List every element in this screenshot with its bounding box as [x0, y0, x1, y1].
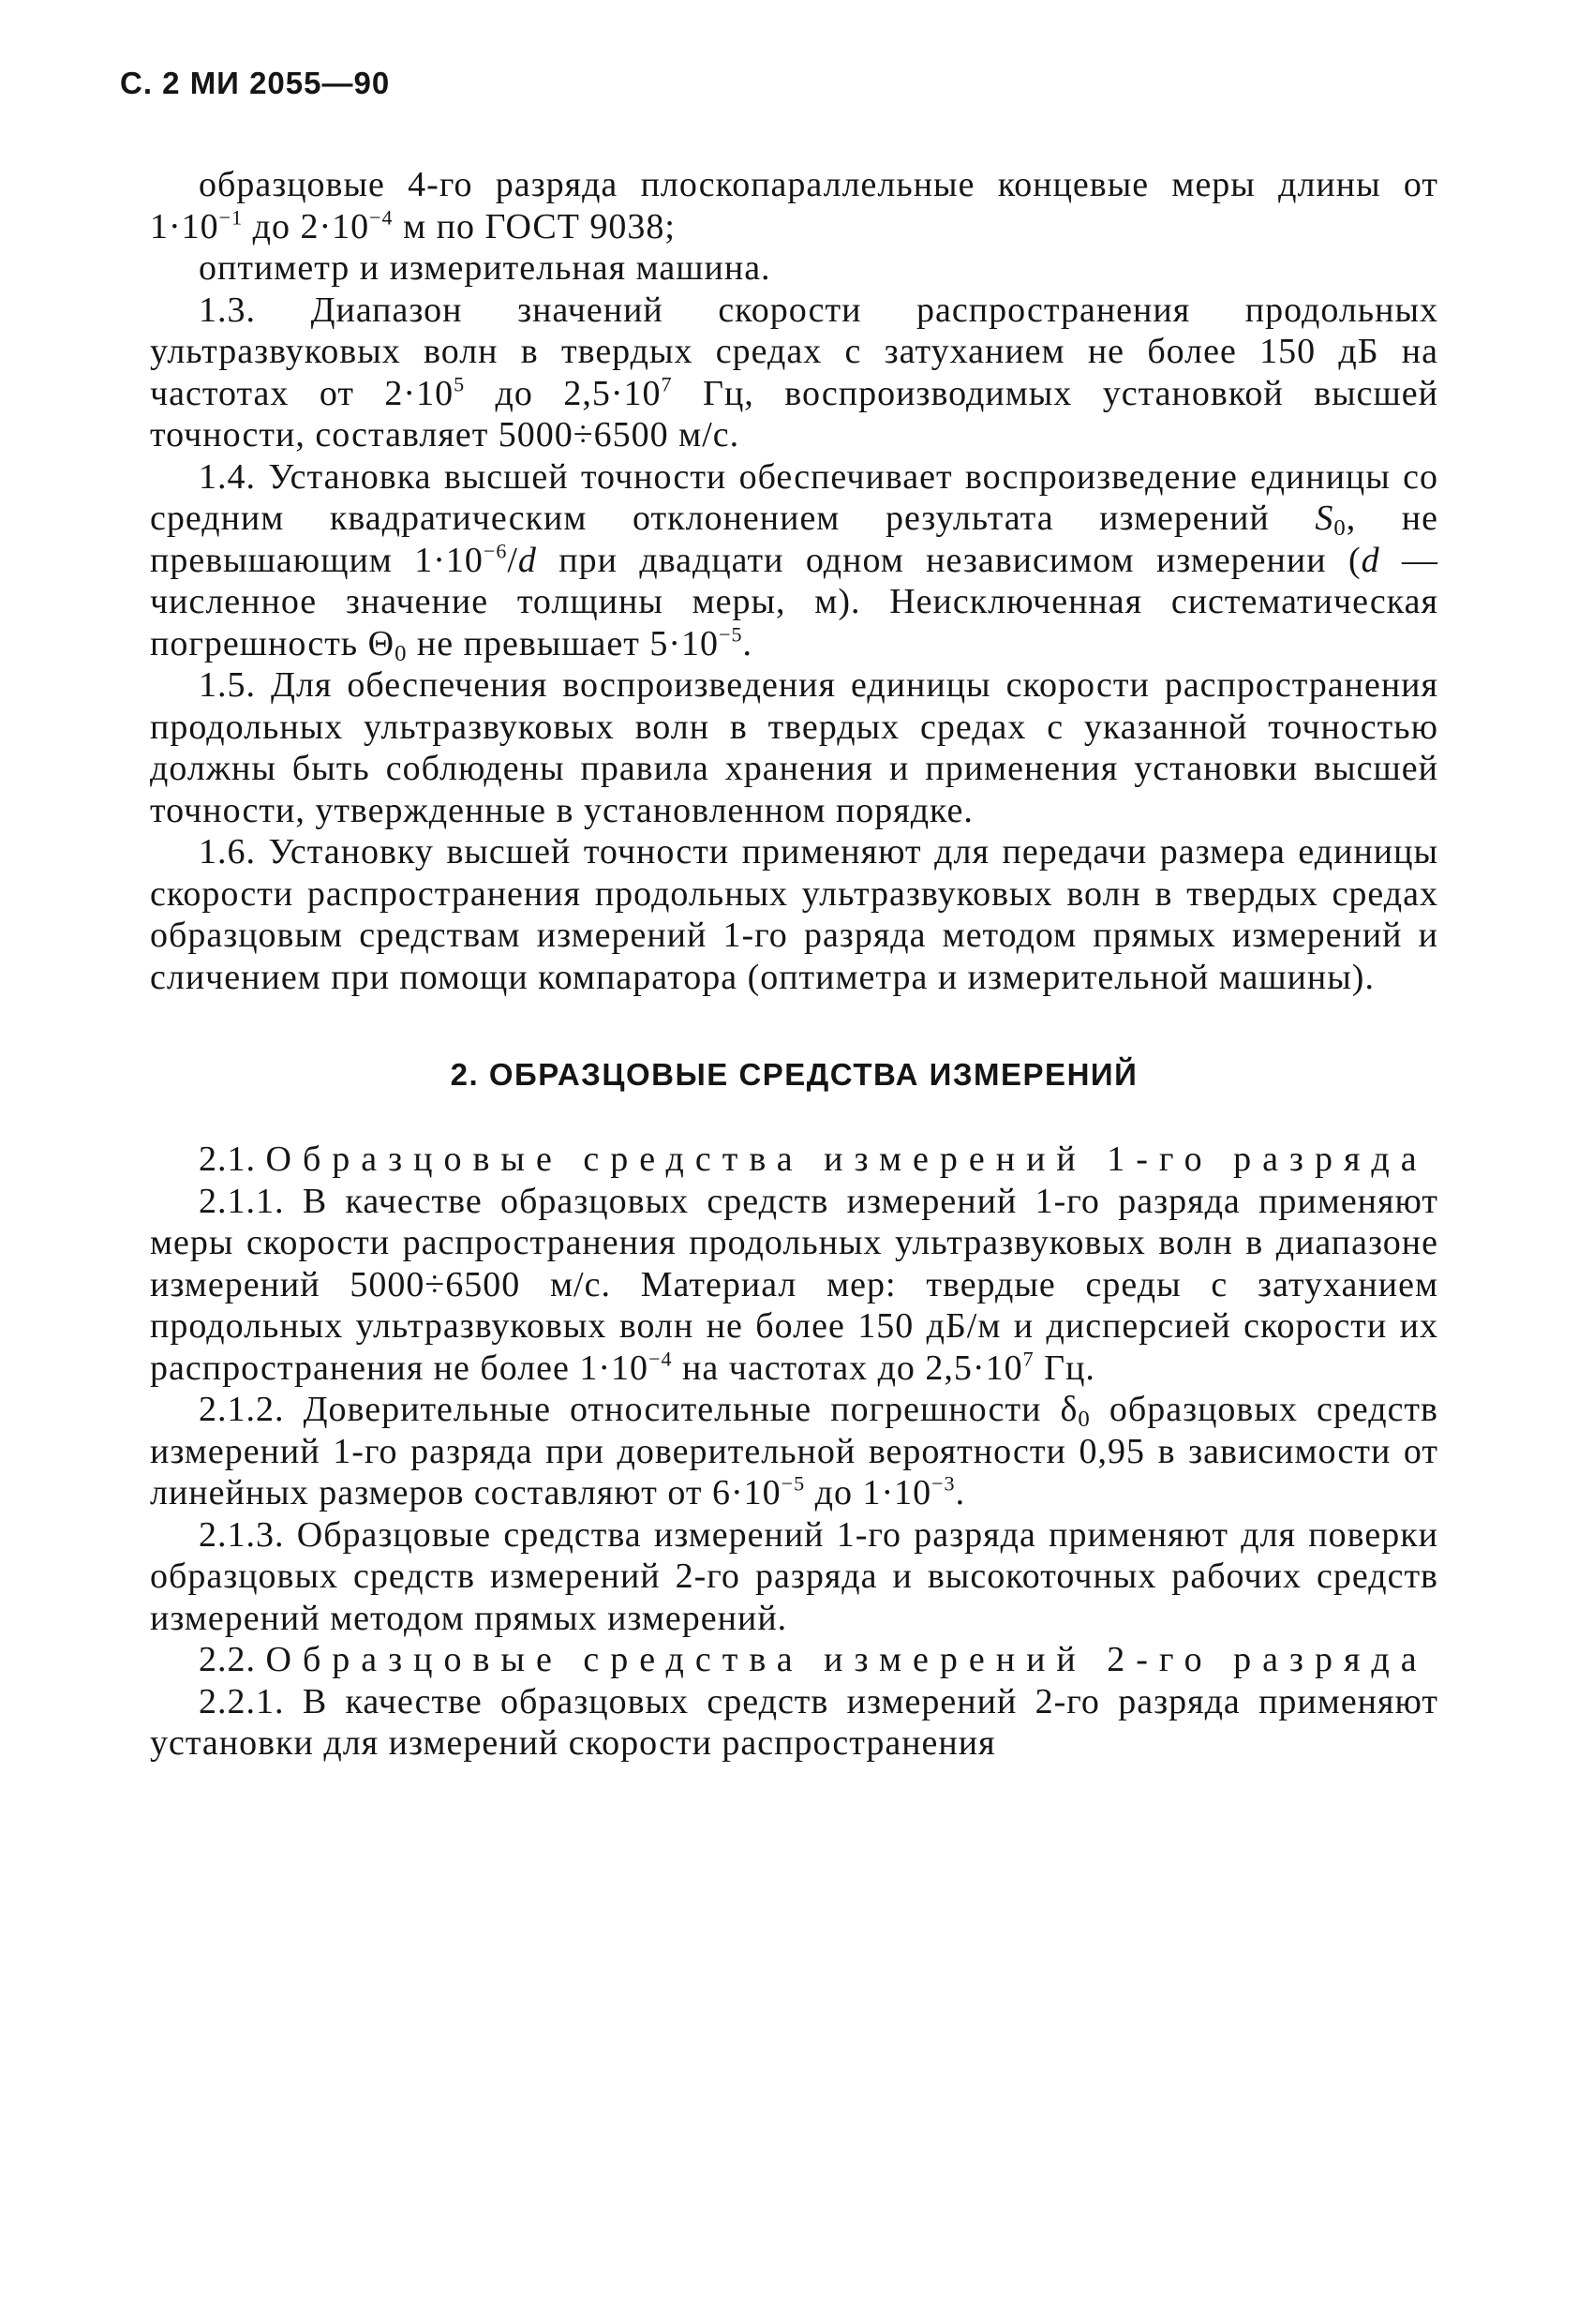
document-body [150, 164, 1438, 1765]
paragraph-measures-item: образцовые 4-го разряда плоскопараллельные концевые меры длины от $1\cdot 10^{-1}$ до $2\cdot 10^{-4}$ м по ГОСТ 9038; [150, 165, 1438, 246]
paragraph-2-1-2: 2.1.2. Доверительные относительные погрешности $\delta_0$ образцовых средств измерений 1-го разряда при доверительной вероятности 0,95 в зависимости от линейных размеров составляют от $6\cdot 10^{-5}$ до $1\cdot 10^{-3}$. [150, 1390, 1438, 1512]
paragraph-2-1-3: 2.1.3. Образцовые средства измерений 1-го разряда применяют для поверки образцовых средств измерений 2-го разряда и высокоточных рабочих средств измерений методом прямых измерений. [150, 1514, 1438, 1638]
paragraph-2-1-heading: 2.1. Образцовые средства измерений 1-го разряда [199, 1140, 1428, 1179]
paragraph-1-3: 1.3. Диапазон значений скорости распространения продольных ультразвуковых волн в твердых средах с затуханием не более 150 дБ на частотах от $2\cdot 10^5$ до $2,5\cdot 10^7$ Гц, воспроизводимых установкой высшей точности, составляет 5000÷6500 м/с. [150, 290, 1438, 454]
paragraph-1-4: 1.4. Установка высшей точности обеспечивает воспроизведение единицы со средним квадратическим отклонением результата измерений $S_0$, не превышающим $1\cdot 10^{-6}/d$ при двадцати одном независимом измерении (d — численное значение толщины меры, м). Неисключенная систематическая погрешность $\Theta_0$ не превышает $5\cdot 10^{-5}$. [150, 456, 1439, 666]
page-header: С. 2 МИ 2055—90 [120, 66, 391, 100]
paragraph-2-2-1: 2.2.1. В качестве образцовых средств измерений 2-го разряда применяют установки для измерений скорости распространения [150, 1681, 1438, 1763]
paragraph-1-6: 1.6. Установку высшей точности применяют для передачи размера единицы скорости распространения продольных ультразвуковых волн в твердых средах образцовым средствам измерений 1-го разряда методом прямых измерений и сличением при помощи компаратора (оптиметра и измерительной машины). [150, 832, 1438, 997]
paragraph-2-1-1: 2.1.1. В качестве образцовых средств измерений 1-го разряда применяют меры скорости распространения продольных ультразвуковых волн в диапазоне измерений 5000÷6500 м/с. Материал мер: твердые среды с затуханием продольных ультразвуковых волн не более 150 дБ/м и дисперсией скорости их распространения не более $1\cdot 10^{-4}$ на частотах до $2,5\cdot 10^7$ Гц. [150, 1181, 1438, 1388]
paragraph-1-5: 1.5. Для обеспечения воспроизведения единицы скорости распространения продольных ультразвуковых волн в твердых средах с указанной точностью должны быть соблюдены правила хранения и применения установки высшей точности, утвержденные в установленном порядке. [150, 665, 1438, 830]
section-2-title: 2. ОБРАЗЦОВЫЕ СРЕДСТВА ИЗМЕРЕНИЙ [450, 1057, 1139, 1092]
paragraph-2-2-heading: 2.2. Образцовые средства измерений 2-го разряда [199, 1640, 1428, 1679]
paragraph-optimeter-item: оптиметр и измерительная машина. [199, 248, 771, 288]
